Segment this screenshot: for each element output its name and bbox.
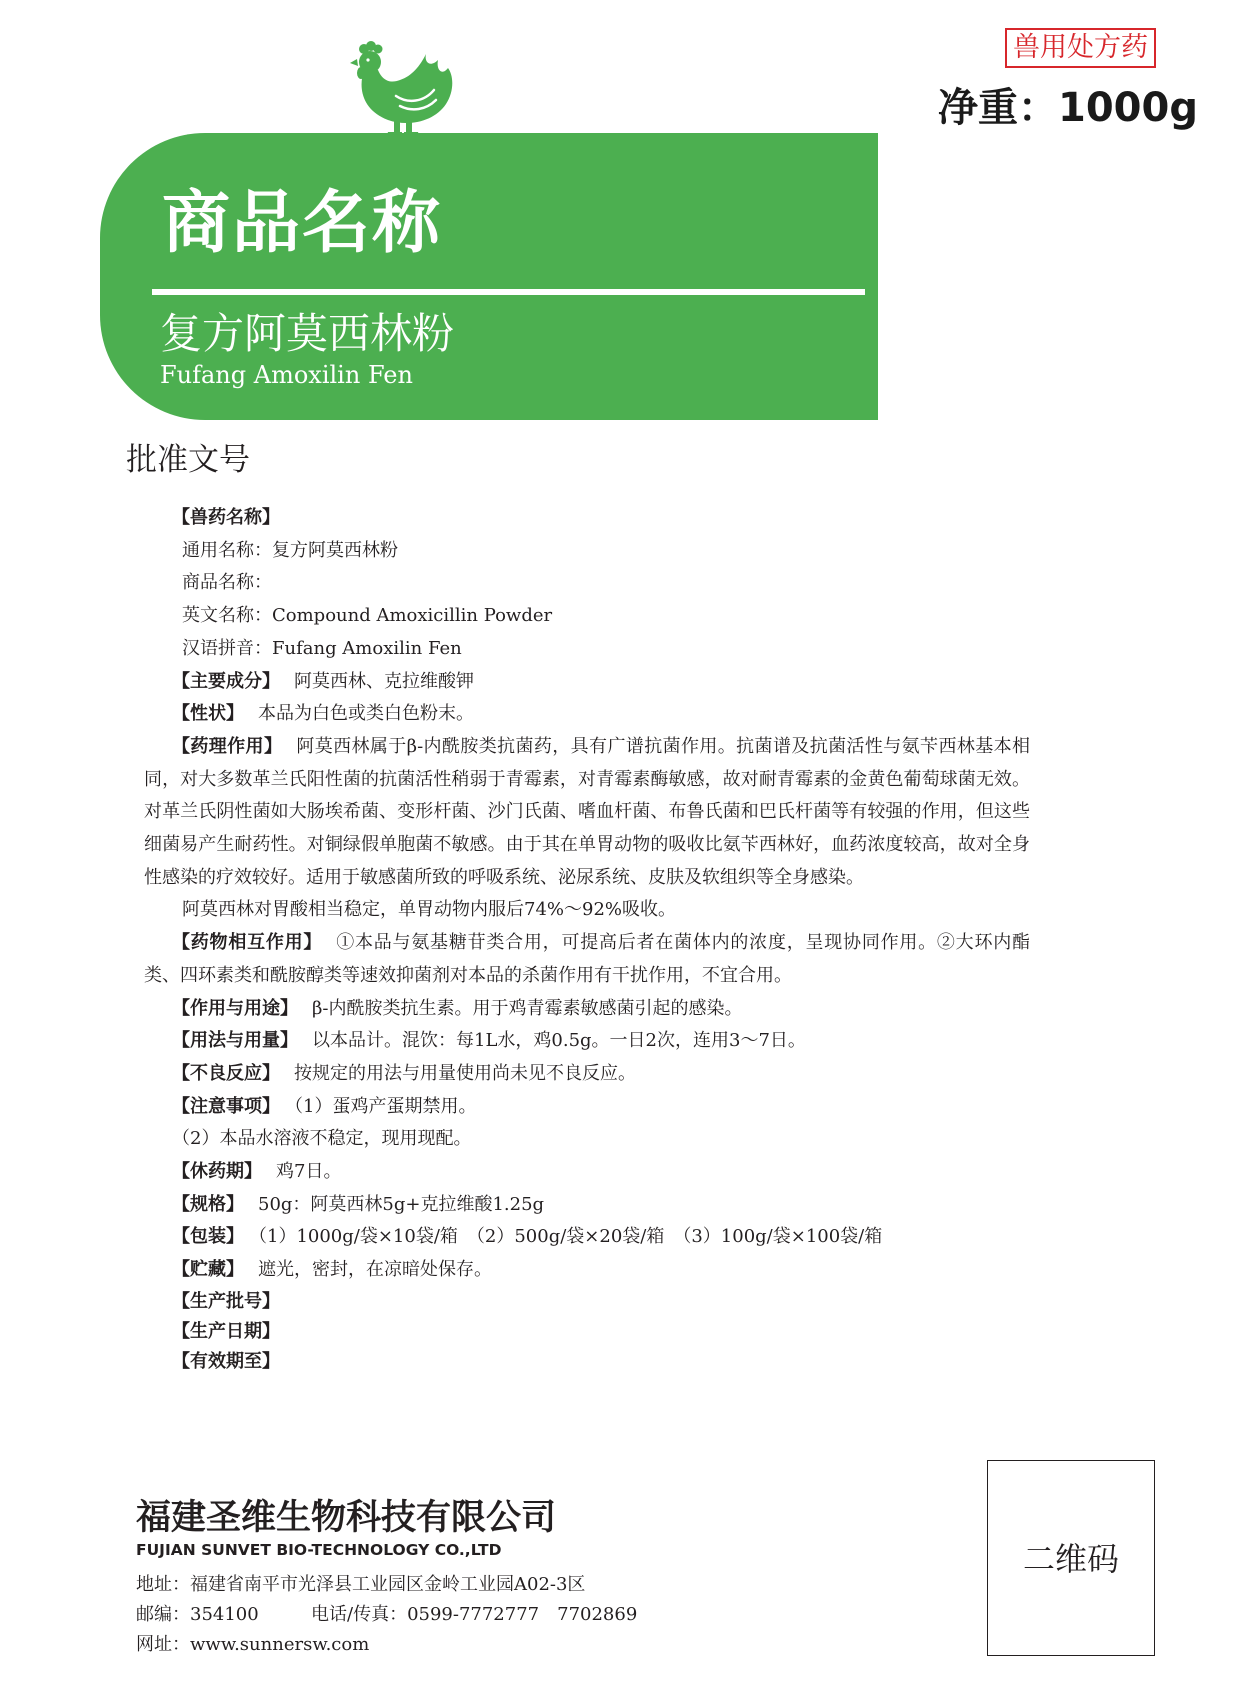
section-dosage — [172, 1025, 1030, 1058]
section-package — [172, 1221, 1030, 1254]
section-label: 【生产日期】 — [172, 1320, 280, 1342]
section-label: 【兽药名称】 — [172, 507, 280, 528]
section-text: 50g：阿莫西林5g+克拉维酸1.25g — [258, 1193, 545, 1215]
section-label: 【性状】 — [172, 703, 244, 725]
section-label: 【生产批号】 — [172, 1290, 280, 1312]
section-label: 【包装】 — [172, 1226, 244, 1248]
section-label: 【贮藏】 — [172, 1259, 244, 1281]
product-name-pinyin: Fufang Amoxilin Fen — [160, 361, 413, 389]
section-appearance — [172, 698, 1030, 731]
section-label: 【规格】 — [172, 1193, 244, 1215]
prescription-badge: 兽用处方药 — [1005, 28, 1156, 68]
company-name-en: FUJIAN SUNVET BIO-TECHNOLOGY CO.,LTD — [136, 1541, 502, 1559]
section-label: 【药物相互作用】 — [172, 932, 323, 954]
qr-code-placeholder — [987, 1460, 1155, 1656]
section-pharmacology — [144, 731, 1030, 895]
company-name-cn: 福建圣维生物科技有限公司 — [136, 1498, 557, 1538]
net-weight: 净重：1000g — [938, 85, 1198, 131]
section-label: 【药理作用】 — [172, 735, 283, 757]
pharmacology-absorption: 阿莫西林对胃酸相当稳定，单胃动物内服后74%～92%吸收。 — [182, 899, 677, 921]
section-text: 鸡7日。 — [276, 1161, 342, 1183]
approval-number-label: 批准文号 — [126, 442, 250, 478]
hen-icon — [350, 40, 460, 140]
section-storage — [172, 1254, 1030, 1287]
section-text: 本品为白色或类白色粉末。 — [258, 703, 474, 725]
section-label: 【主要成分】 — [172, 670, 280, 692]
section-text: 按规定的用法与用量使用尚未见不良反应。 — [294, 1062, 636, 1084]
section-label: 【用法与用量】 — [172, 1030, 298, 1052]
section-text: ①本品与氨基糖苷类合用，可提高后者在菌体内的浓度，呈现协同作用。②大环内酯类、四环素类和酰胺醇类等速效抑菌剂对本品的杀菌作用有干扰作用，不宜合用。 — [144, 932, 1031, 986]
section-label: 【作用与用途】 — [172, 997, 298, 1019]
section-label: 【休药期】 — [172, 1161, 262, 1183]
section-text: 遮光，密封，在凉暗处保存。 — [258, 1259, 492, 1281]
banner-title: 商品名称 — [162, 184, 443, 263]
section-withdrawal — [172, 1156, 1030, 1189]
company-phone: 电话/传真：0599-7772777 7702869 — [311, 1604, 638, 1625]
section-label: 【注意事项】 — [172, 1095, 280, 1117]
section-adverse — [172, 1058, 1030, 1091]
section-text: （1）蛋鸡产蛋期禁用。 — [294, 1095, 477, 1117]
section-text: （1）1000g/袋×10袋/箱 （2）500g/袋×20袋/箱 （3）100g/袋×100袋/箱 — [258, 1226, 883, 1248]
section-interactions — [144, 927, 1030, 992]
section-text: 以本品计。混饮：每1L水，鸡0.5g。一日2次，连用3～7日。 — [312, 1030, 806, 1052]
section-precautions — [172, 1091, 1030, 1124]
instructions-body — [144, 502, 1031, 1377]
section-spec — [172, 1189, 1030, 1222]
section-label: 【有效期至】 — [172, 1350, 280, 1372]
section-label: 【不良反应】 — [172, 1062, 280, 1084]
section-text: 阿莫西林、克拉维酸钾 — [294, 670, 474, 692]
section-indications — [172, 993, 1030, 1026]
generic-name: 通用名称：复方阿莫西林粉 — [182, 539, 398, 561]
pinyin-name: 汉语拼音：Fufang Amoxilin Fen — [182, 637, 462, 659]
trade-name: 商品名称： — [182, 572, 272, 594]
banner-divider — [152, 289, 865, 295]
qr-code-label: 二维码 — [1022, 1540, 1119, 1578]
section-vet-name — [172, 502, 1030, 535]
section-ingredients — [172, 666, 1030, 699]
section-text: 阿莫西林属于β-内酰胺类抗菌药，具有广谱抗菌作用。抗菌谱及抗菌活性与氨苄西林基本相同，对大多数革兰氏阳性菌的抗菌活性稍弱于青霉素，对青霉素酶敏感，故对耐青霉素的金黄色葡萄球菌无效。对革兰氏阴性菌如大肠埃希菌、变形杆菌、沙门氏菌、嗜血杆菌、布鲁氏菌和巴氏杆菌等有较强的作用，但这些细菌易产生耐药性。对铜绿假单胞菌不敏感。由于其在单胃动物的吸收比氨苄西林好，血药浓度较高，故对全身性感染的疗效较好。适用于敏感菌所致的呼吸系统、泌尿系统、皮肤及软组织等全身感染。 — [144, 735, 1031, 888]
precautions-item-2: （2）本品水溶液不稳定，现用现配。 — [172, 1128, 472, 1150]
section-batch — [172, 1287, 1030, 1317]
section-text: β-内酰胺类抗生素。用于鸡青霉素敏感菌引起的感染。 — [312, 997, 743, 1019]
section-expiry — [172, 1347, 1030, 1377]
section-prod-date — [172, 1317, 1030, 1347]
product-name-cn: 复方阿莫西林粉 — [160, 309, 455, 358]
company-postcode: 邮编：354100 — [136, 1604, 259, 1625]
company-website: 网址：www.sunnersw.com — [136, 1634, 370, 1655]
english-name: 英文名称：Compound Amoxicillin Powder — [182, 605, 553, 627]
company-address: 地址：福建省南平市光泽县工业园区金岭工业园A02-3区 — [136, 1574, 586, 1595]
